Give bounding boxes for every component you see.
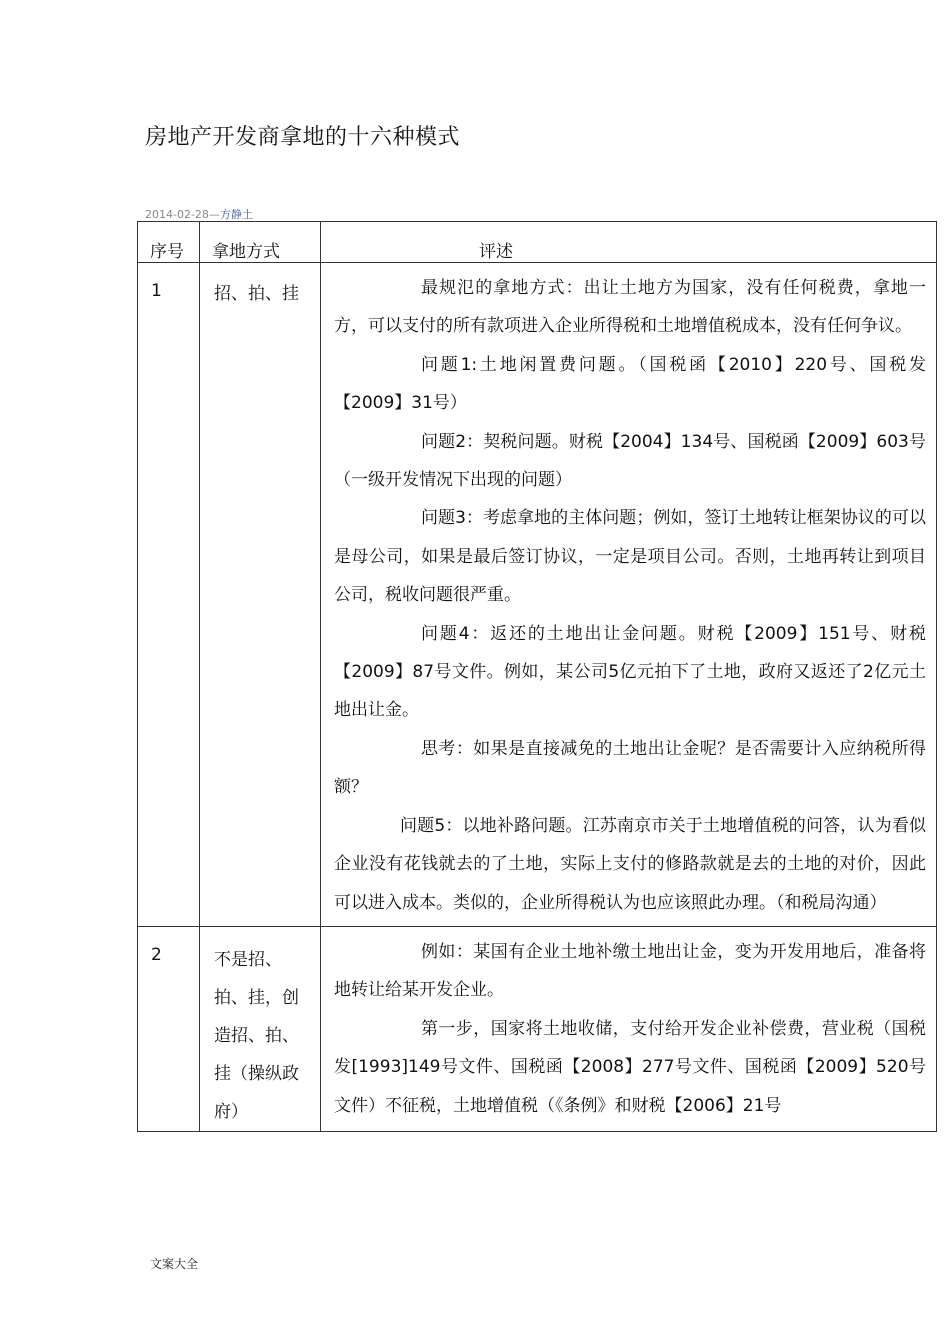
comment-paragraph: 问题5：以地补路问题。江苏南京市关于土地增值税的问答，认为看似企业没有花钱就去的了土地，实际上支付的修路款就是去的土地的对价，因此可以进入成本。类似的，企业所得税认为也应该照此办理。（和税局沟通） xyxy=(334,815,926,913)
table-row xyxy=(138,263,937,927)
document-title: 房地产开发商拿地的十六种模式 xyxy=(145,125,461,150)
comment-paragraph: 问题3：考虑拿地的主体问题；例如，签订土地转让框架协议的可以是母公司，如果是最后签订协议，一定是项目公司。否则，土地再转让到项目公司，税收问题很严重。 xyxy=(334,508,926,606)
comment-paragraph: 问题2：契税问题。财税【2004】134号、国税函【2009】603号（一级开发情况下出现的问题） xyxy=(334,431,926,491)
comment-paragraph: 例如：某国有企业土地补缴土地出让金，变为开发用地后，准备将地转让给某开发企业。 xyxy=(334,941,926,1001)
header-number: 序号 xyxy=(138,222,200,263)
row-method: 不是招、拍、挂，创造招、拍、挂（操纵政府） xyxy=(200,926,321,1131)
comment-paragraph: 第一步，国家将土地收储，支付给开发企业补偿费，营业税（国税发[1993]149号文件、国税函【2008】277号文件、国税函【2009】520号文件）不征税，土地增值税（《条例》和财税【2006】21号 xyxy=(334,1018,926,1116)
header-method: 拿地方式 xyxy=(200,222,321,263)
header-comment: 评述 xyxy=(321,222,937,263)
document-meta xyxy=(145,206,253,222)
table-header-row xyxy=(138,222,937,263)
row-comment xyxy=(321,263,937,927)
meta-separator: — xyxy=(208,208,220,221)
row-number: 1 xyxy=(138,263,200,927)
footer-label: 文案大全 xyxy=(150,1257,199,1271)
table-row xyxy=(138,926,937,1131)
author-link[interactable]: 方静土 xyxy=(219,208,253,221)
row-method: 招、拍、挂 xyxy=(200,263,321,927)
comment-paragraph: 问题1:土地闲置费问题。（国税函【2010】220号、国税发【2009】31号） xyxy=(334,354,926,414)
comment-paragraph: 思考：如果是直接减免的土地出让金呢？是否需要计入应纳税所得额？ xyxy=(334,738,926,798)
publish-date: 2014-02-28 xyxy=(145,208,209,221)
row-number: 2 xyxy=(138,926,200,1131)
comment-paragraph: 最规氾的拿地方式：出让土地方为国家，没有任何税费，拿地一方，可以支付的所有款项进入企业所得税和土地增值税成本，没有任何争议。 xyxy=(334,278,926,337)
land-acquisition-table xyxy=(137,221,937,1132)
row-comment xyxy=(321,926,937,1131)
comment-paragraph: 问题4：返还的土地出让金问题。财税【2009】151号、财税【2009】87号文件。例如，某公司5亿元拍下了土地，政府又返还了2亿元土地出让金。 xyxy=(334,623,926,721)
